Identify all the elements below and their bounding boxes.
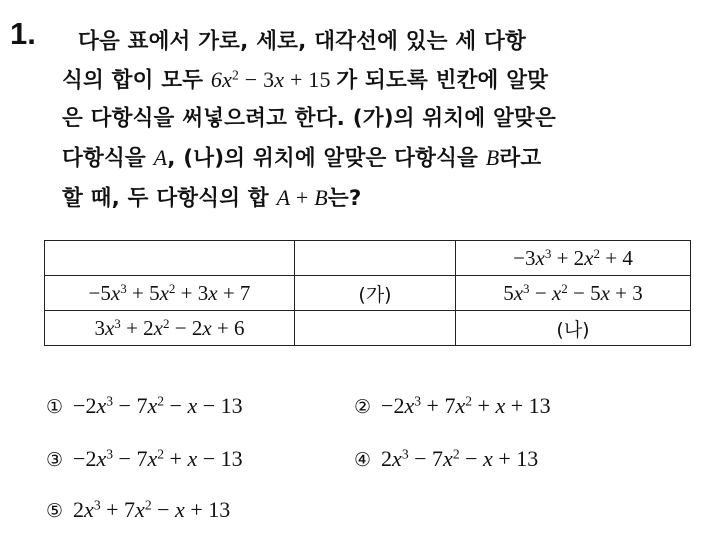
table-cell-blank-na: (나) — [456, 311, 691, 346]
choice-marker: ③ — [46, 449, 64, 471]
table-cell-empty — [45, 241, 295, 276]
question-text: 다항식을 — [62, 146, 146, 171]
choice-4[interactable] — [354, 446, 538, 472]
table-row — [45, 241, 691, 276]
table-cell-r1c3: $-3x^3 + 2x^2 + 4$ — [456, 241, 691, 276]
table-cell-empty — [295, 241, 456, 276]
table-row — [45, 276, 691, 311]
choice-marker: ⑤ — [46, 500, 64, 522]
table-cell-r2c1: $-5x^3 + 5x^2 + 3x + 7$ — [45, 276, 295, 311]
choice-text: $-2x^3 - 7x^2 + x - 13$ — [73, 446, 243, 471]
table-cell-r3c1: $3x^3 + 2x^2 - 2x + 6$ — [45, 311, 295, 346]
sum-expression: A + B — [276, 185, 328, 210]
choice-text: $2x^3 - 7x^2 - x + 13$ — [381, 446, 539, 471]
question-text: 라고 — [499, 146, 542, 171]
variable-b: B — [485, 145, 500, 170]
question-line-4 — [62, 141, 541, 172]
question-text: 는? — [327, 186, 362, 211]
choice-text: $-2x^3 + 7x^2 + x + 13$ — [381, 393, 551, 418]
polynomial-table — [44, 240, 691, 346]
table-cell-empty — [295, 311, 456, 346]
question-text: , (나)의 위치에 알맞은 다항식을 — [167, 146, 479, 171]
question-text: 가 되도록 빈칸에 알맞 — [336, 68, 549, 93]
question-number: 1. — [10, 16, 36, 51]
choice-3[interactable] — [46, 446, 243, 472]
table-row — [45, 311, 691, 346]
question-text: 할 때, 두 다항식의 합 — [62, 186, 269, 211]
question-line-3: 은 다항식을 써넣으려고 한다. (가)의 위치에 알맞은 — [62, 106, 556, 131]
question-line-5 — [62, 181, 362, 212]
table-cell-r2c3: $5x^3 - x^2 - 5x + 3$ — [456, 276, 691, 311]
choice-2[interactable] — [354, 393, 551, 419]
choice-marker: ① — [46, 396, 64, 418]
choice-text: $-2x^3 - 7x^2 - x - 13$ — [73, 393, 243, 418]
question-line-1: 다음 표에서 가로, 세로, 대각선에 있는 세 다항 — [78, 29, 526, 54]
question-line-2 — [62, 63, 548, 94]
table-cell-blank-ga: (가) — [295, 276, 456, 311]
choice-marker: ④ — [354, 449, 372, 471]
choice-text: $2x^3 + 7x^2 - x + 13$ — [73, 497, 231, 522]
choice-5[interactable] — [46, 497, 230, 523]
choice-1[interactable] — [46, 393, 243, 419]
target-sum-expression: $6x^2 - 3x + 15$ — [210, 67, 331, 92]
choice-marker: ② — [354, 396, 372, 418]
question-text: 식의 합이 모두 — [62, 68, 204, 93]
variable-a: A — [153, 145, 168, 170]
